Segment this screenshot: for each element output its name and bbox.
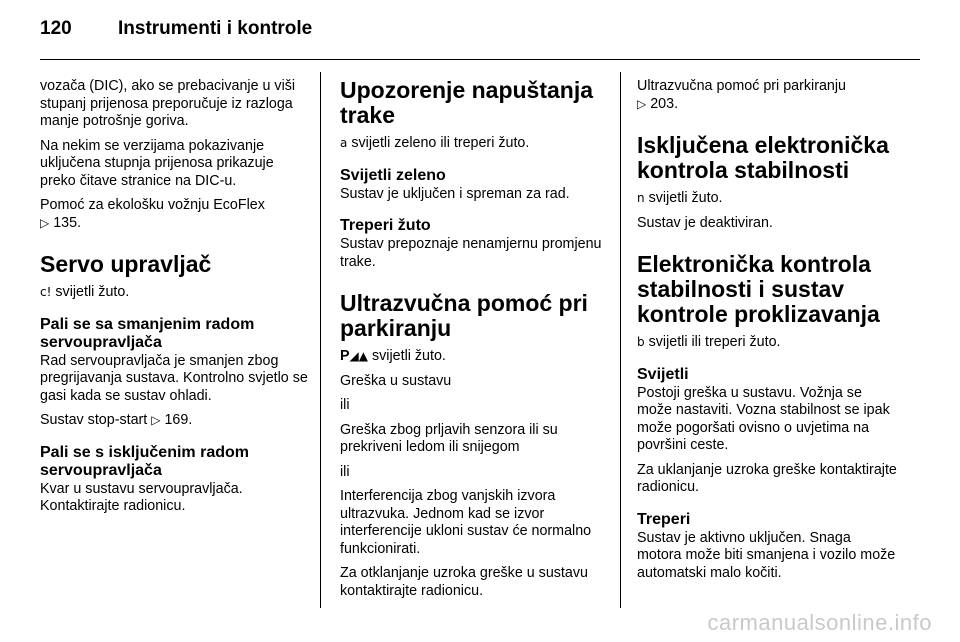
parking-ref[interactable]: 203. [650,95,679,112]
ecoflex-ref[interactable]: 135. [53,214,82,231]
servo-off-text: Kvar u sustavu servoupravljača. Kontaktirajte radionicu. [40,480,243,514]
stop-start-ref[interactable]: 169. [164,412,193,428]
header-rule [40,59,920,60]
flash-yellow-text: Sustav prepoznaje nenamjernu promjenu trake. [340,236,602,270]
fault-sensors: Greška zbog prljavih senzora ili su prekriveni ledom ili snijegom [340,421,558,455]
fault-system: Greška u sustavu [340,372,452,389]
esc-off-light-text: svijetli žuto. [648,190,723,206]
heading-esc-off: Isključena elektronička kontrola stabilnosti [637,132,889,183]
lit-text: Postoji greška u sustavu. Vožnja se može nastaviti. Vozna stabilnost se ipak može pogoršati ovisno o uvjetima na površini ceste. [637,384,890,453]
esc-off-light-line [637,190,899,208]
parking-light-text: svijetli žuto. [372,348,446,364]
blink-text: Sustav je aktivno uključen. Snaga motora može biti smanjena i vozilo može automatski malo kočiti. [637,529,896,581]
fault-interference: Interferencija zbog vanjskih izvora ultrazvuka. Jednom kad se izvor interferencije ukloni sustav će normalno funkcionirati. [340,488,592,557]
page-ref-arrow-icon: ▷ [40,215,50,230]
or-2: ili [340,463,350,480]
heading-lit-green: Svijetli zeleno [340,166,446,184]
heading-servo: Servo upravljač [40,251,212,277]
heading-esc-tc: Elektronička kontrola stabilnosti i sustav kontrole proklizavanja [637,251,880,327]
heading-servo-off: Pali se s isključenim radom servoupravljača [40,443,249,479]
lane-light-line [340,135,602,153]
column-2 [340,78,602,607]
heading-flash-yellow: Treperi žuto [340,217,431,234]
paragraph-parking-ref [637,78,899,113]
paragraph-gear-display: Na nekim se verzijama pokazivanje uključena stupnja prijenosa prikazuje preko čitave stranice na DIC-u. [40,137,274,189]
fault-fix: Za otklanjanje uzroka greške u sustavu kontaktirajte radionicu. [340,565,588,599]
paragraph-ecoflex [40,197,308,232]
lane-departure-icon: a [340,136,348,150]
lit-green-text: Sustav je uključen i spreman za rad. [340,185,570,202]
esc-tc-light-line [637,334,899,352]
lit-fix: Za uklanjanje uzroka greške kontaktirajte radionicu. [637,461,897,495]
parking-ref-text: Ultrazvučna pomoć pri parkiranju [637,78,846,94]
page-ref-arrow-icon: ▷ [637,96,647,111]
servo-light-line [40,284,308,302]
heading-lit: Svijetli [637,365,689,383]
column-divider-1 [320,72,321,608]
esc-off-desc: Sustav je deaktiviran. [637,214,773,231]
running-title: Instrumenti i kontrole [118,18,313,39]
paragraph-stop-start [40,412,308,430]
ecoflex-text: Pomoć za ekološku vožnju EcoFlex [40,197,265,213]
watermark: carmanualsonline.info [707,610,932,635]
heading-parking-assist: Ultrazvučna pomoć pri parkiranju [340,290,588,341]
page-number: 120 [40,18,72,39]
esc-tc-light-text: svijetli ili treperi žuto. [648,334,781,350]
heading-reduced-servo: Pali se sa smanjenim radom servoupravljača [40,315,255,351]
column-divider-2 [620,72,621,608]
lane-light-text: svijetli zeleno ili treperi žuto. [351,135,530,151]
esc-off-icon: n [637,191,645,205]
heading-lane-departure: Upozorenje napuštanja trake [340,77,594,128]
parking-light-line [340,348,602,366]
or-1: ili [340,397,350,413]
page-ref-arrow-icon: ▷ [151,413,161,427]
column-1 [40,78,308,523]
column-3 [637,78,899,589]
power-steering-warning-icon: c! [40,285,52,299]
heading-blink: Treperi [637,510,691,528]
page-header [40,18,312,48]
servo-light-text: svijetli žuto. [55,284,130,300]
paragraph-dic: vozača (DIC), ako se prebacivanje u viši stupanj prijenosa preporučuje iz razloga manje potrošnje goriva. [40,78,296,129]
parking-assist-icon: P◢▲ [340,348,369,364]
esc-tc-icon: b [637,335,645,349]
stop-start-text: Sustav stop-start [40,412,148,428]
reduced-servo-text: Rad servoupravljača je smanjen zbog pregrijavanja sustava. Kontrolno svjetlo se gasi kada se sustav ohladi. [40,352,308,404]
